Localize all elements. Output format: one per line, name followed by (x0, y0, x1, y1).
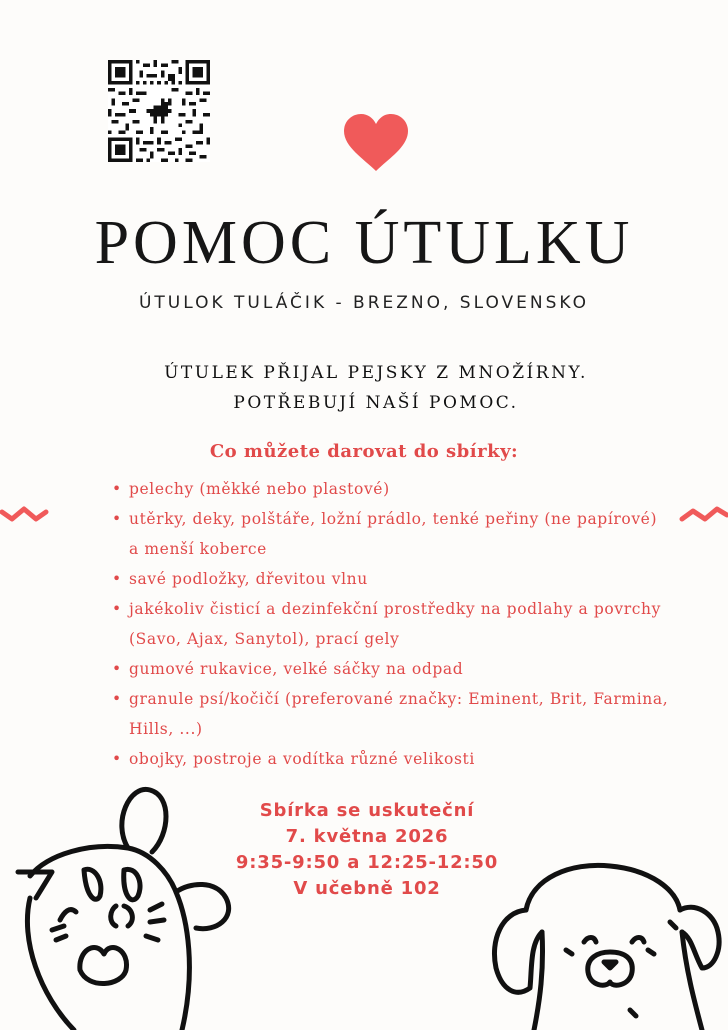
heart-icon (342, 113, 410, 173)
zigzag-icon (0, 503, 50, 527)
list-item: • pelechy (měkké nebo plastové) (112, 474, 672, 504)
list-item: • jakékoliv čisticí a dezinfekční prostředky na podlahy a povrchy (Savo, Ajax, Sanytol), prací gely (112, 594, 672, 654)
list-item: • gumové rukavice, velké sáčky na odpad (112, 654, 672, 684)
list-item: • savé podložky, dřevitou vlnu (112, 564, 672, 594)
poster-subtitle: ÚTULOK TULÁČIK - BREZNO, SLOVENSKO (138, 293, 590, 313)
event-time: 9:35-9:50 a 12:25-12:50 (235, 852, 499, 873)
intro-line: POTŘEBUJÍ NAŠÍ POMOC. (233, 393, 519, 413)
list-item: • utěrky, deky, polštáře, ložní prádlo, tenké peřiny (ne papírové) a menší koberce (112, 504, 672, 564)
dog-illustration (480, 850, 728, 1030)
poster-title: POMOC ÚTULKU (94, 209, 634, 277)
intro-text (0, 358, 728, 418)
donation-list (112, 474, 672, 774)
list-item: • obojky, postroje a vodítka různé velikosti (112, 744, 672, 774)
intro-line: ÚTULEK PŘIJAL PEJSKY Z MNOŽÍRNY. (164, 363, 588, 383)
donation-list-heading: Co můžete darovat do sbírky: (209, 441, 519, 462)
zigzag-icon (679, 503, 728, 527)
event-line: Sbírka se uskuteční (259, 800, 475, 821)
event-date: 7. května 2026 (285, 826, 449, 847)
qr-code-icon (108, 60, 210, 162)
cat-illustration (0, 780, 250, 1030)
list-item: • granule psí/kočičí (preferované značky: Eminent, Brit, Farmina, Hills, ...) (112, 684, 672, 744)
event-room: V učebně 102 (293, 878, 441, 899)
